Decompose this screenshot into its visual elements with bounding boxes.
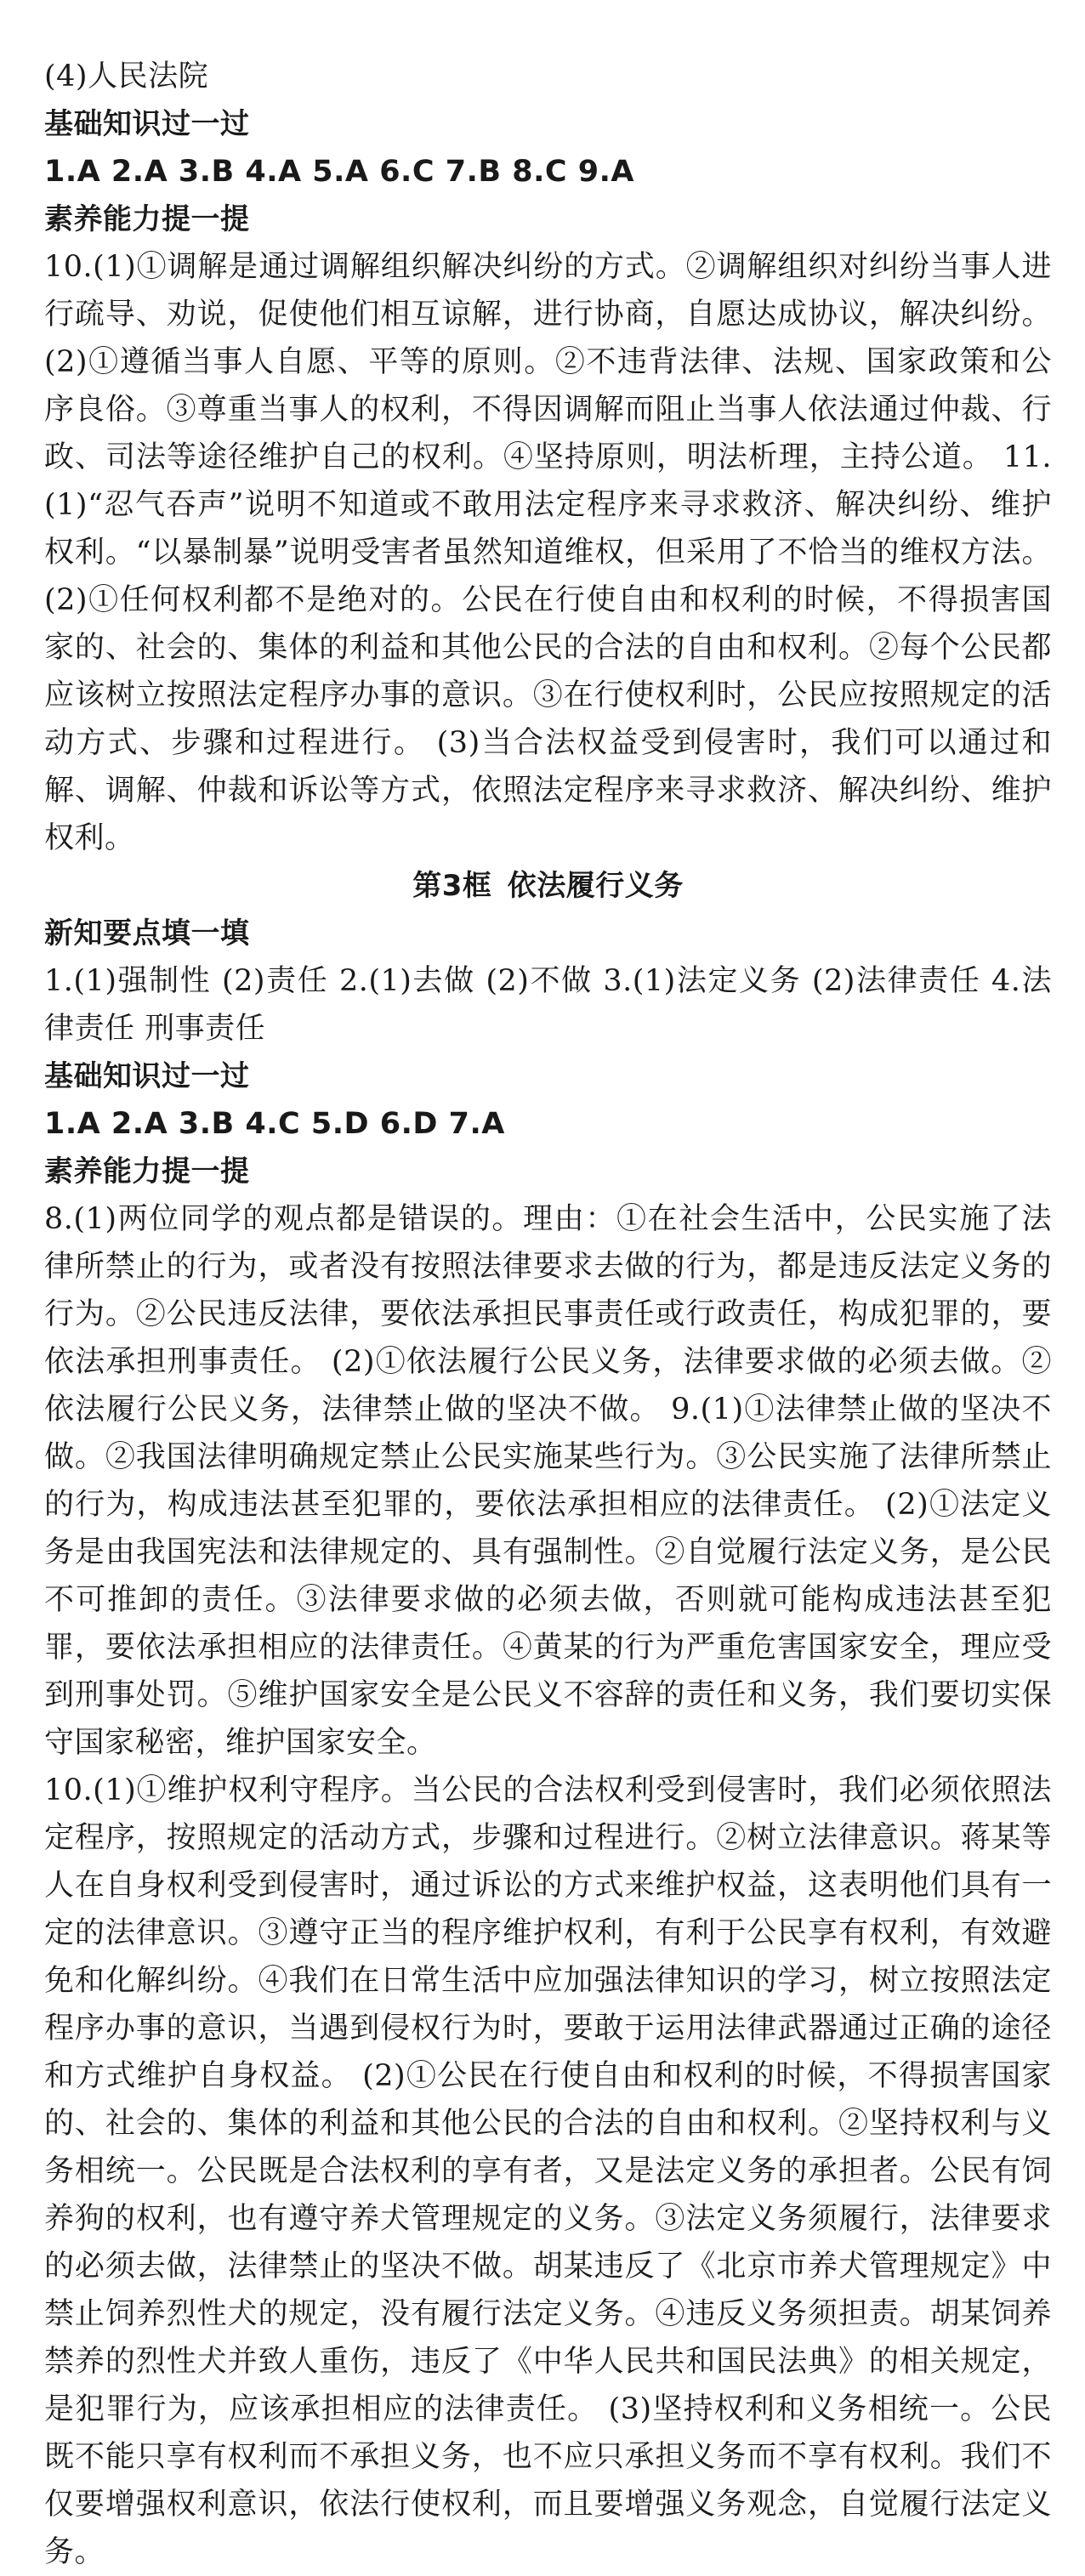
answer-paragraph-10-11: 10.(1)①调解是通过调解组织解决纠纷的方式。②调解组织对纠纷当事人进行疏导、劝说，促使他们相互谅解，进行协商，自愿达成协议，解决纠纷。 (2)①遵循当事人自愿、平等的原则。②不违背法律、法规、国家政策和公序良俗。③尊重当事人的权利，不得因调解而阻止当事人依法通过仲裁、行政、司法等途径维护自己的权利。④坚持原则，明法析理，主持公道。 11.(1)“忍气吞声”说明不知道或不敢用法定程序来寻求救济、解决纠纷、维护权利。“以暴制暴”说明受害者虽然知道维权，但采用了不恰当的维权方法。 (2)①任何权利都不是绝对的。公民在行使自由和权利的时候，不得损害国家的、社会的、集体的利益和其他公民的合法的自由和权利。②每个公民都应该树立按照法定程序办事的意识。③在行使权利时，公民应按照规定的活动方式、步骤和过程进行。 (3)当合法权益受到侵害时，我们可以通过和解、调解、仲裁和诉讼等方式，依照法定程序来寻求救济、解决纠纷、维护权利。 bbox=[44, 250, 1052, 855]
fill-in-answers: 1.(1)强制性 (2)责任 2.(1)去做 (2)不做 3.(1)法定义务 (2)法律责任 4.法律责任 刑事责任 bbox=[44, 964, 1052, 1046]
section-heading-basic-knowledge: 基础知识过一过 bbox=[44, 107, 250, 141]
answer-page bbox=[44, 53, 1052, 2569]
multiple-choice-answers: 1.A 2.A 3.B 4.A 5.A 6.C 7.B 8.C 9.A bbox=[44, 155, 634, 189]
section-heading-ability-2: 素养能力提一提 bbox=[44, 1155, 250, 1189]
section-heading-basic-knowledge-2: 基础知识过一过 bbox=[44, 1059, 250, 1093]
answer-paragraph-10: 10.(1)①维护权利守程序。当公民的合法权利受到侵害时，我们必须依照法定程序，按照规定的活动方式，步骤和过程进行。②树立法律意识。蒋某等人在自身权利受到侵害时，通过诉讼的方式来维护权益，这表明他们具有一定的法律意识。③遵守正当的程序维护权利，有利于公民享有权利，有效避免和化解纠纷。④我们在日常生活中应加强法律知识的学习，树立按照法定程序办事的意识，当遇到侵权行为时，要敢于运用法律武器通过正确的途径和方式维护自身权益。 (2)①公民在行使自由和权利的时候，不得损害国家的、社会的、集体的利益和其他公民的合法的自由和权利。②坚持权利与义务相统一。公民既是合法权利的享有者，又是法定义务的承担者。公民有饲养狗的权利，也有遵守养犬管理规定的义务。③法定义务须履行，法律要求的必须去做，法律禁止的坚决不做。胡某违反了《北京市养犬管理规定》中禁止饲养烈性犬的规定，没有履行法定义务。④违反义务须担责。胡某饲养禁养的烈性犬并致人重伤，违反了《中华人民共和国民法典》的相关规定，是犯罪行为，应该承担相应的法律责任。 (3)坚持权利和义务相统一。公民既不能只享有权利而不承担义务，也不应只承担义务而不享有权利。我们不仅要增强权利意识，依法行使权利，而且要增强义务观念，自觉履行法定义务。 bbox=[44, 1773, 1052, 2569]
answer-paragraph-8-9: 8.(1)两位同学的观点都是错误的。理由：①在社会生活中，公民实施了法律所禁止的行为，或者没有按照法律要求去做的行为，都是违反法定义务的行为。②公民违反法律，要依法承担民事责任或行政责任，构成犯罪的，要依法承担刑事责任。 (2)①依法履行公民义务，法律要求做的必须去做。②依法履行公民义务，法律禁止做的坚决不做。 9.(1)①法律禁止做的坚决不做。②我国法律明确规定禁止公民实施某些行为。③公民实施了法律所禁止的行为，构成违法甚至犯罪的，要依法承担相应的法律责任。 (2)①法定义务是由我国宪法和法律规定的、具有强制性。②自觉履行法定义务，是公民不可推卸的责任。③法律要求做的必须去做，否则就可能构成违法甚至犯罪，要依法承担相应的法律责任。④黄某的行为严重危害国家安全，理应受到刑事处罚。⑤维护国家安全是公民义不容辞的责任和义务，我们要切实保守国家秘密，维护国家安全。 bbox=[44, 1202, 1052, 1760]
multiple-choice-answers-2: 1.A 2.A 3.B 4.C 5.D 6.D 7.A bbox=[44, 1107, 505, 1141]
section-heading-ability: 素养能力提一提 bbox=[44, 202, 250, 236]
section-heading-new-knowledge: 新知要点填一填 bbox=[44, 916, 250, 950]
lesson-title: 第3框 依法履行义务 bbox=[412, 869, 684, 903]
answer-item-4: (4)人民法院 bbox=[44, 60, 209, 94]
